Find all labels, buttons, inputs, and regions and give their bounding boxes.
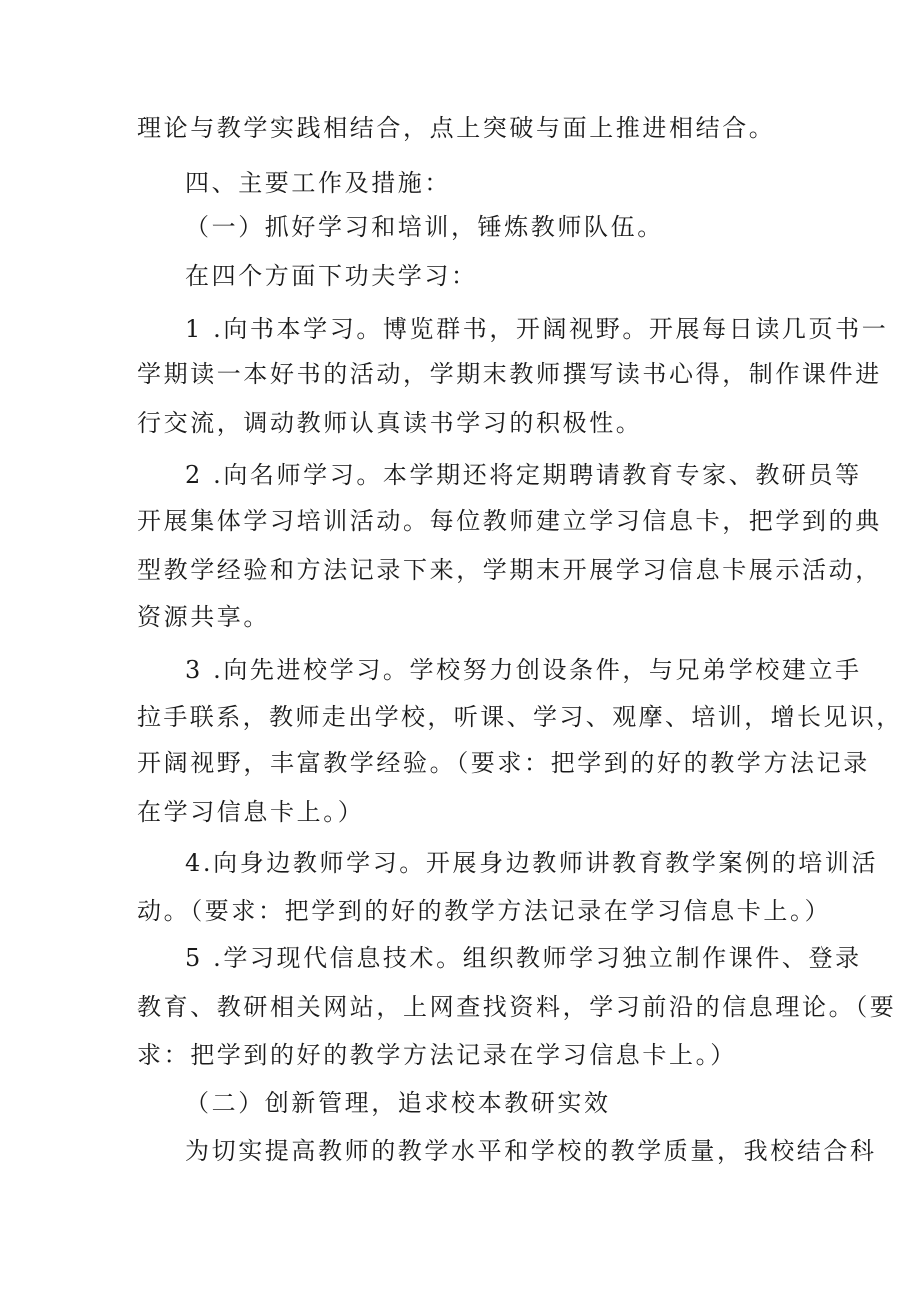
list-item-2-line: 2 .向名师学习。本学期还将定期聘请教育专家、教研员等 [185,461,862,489]
paragraph-line: 为切实提高教师的教学水平和学校的教学质量，我校结合科 [185,1137,877,1165]
list-item-5-line: 5 .学习现代信息技术。组织教师学习独立制作课件、登录 [185,944,862,972]
list-item-3-line: 3 .向先进校学习。学校努力创设条件，与兄弟学校建立手 [185,656,862,684]
list-item-1-line: 学期读一本好书的活动，学期末教师撰写读书心得，制作课件进 [137,360,882,388]
list-item-4-line: 4.向身边教师学习。开展身边教师讲教育教学案例的培训活 [185,849,879,877]
list-item-2-line: 开展集体学习培训活动。每位教师建立学习信息卡，把学到的典 [137,507,882,535]
list-item-5-line: 求：把学到的好的教学方法记录在学习信息卡上。） [137,1041,737,1069]
list-item-4-line: 动。（要求：把学到的好的教学方法记录在学习信息卡上。） [137,897,832,925]
list-item-1-line: 行交流，调动教师认真读书学习的积极性。 [137,409,643,437]
paragraph-line: 在四个方面下功夫学习： [185,262,478,290]
list-item-1-line: 1 .向书本学习。博览群书，开阔视野。开展每日读几页书一 [185,315,889,343]
subsection-heading: （二）创新管理，追求校本教研实效 [185,1089,611,1117]
subsection-heading: （一）抓好学习和培训，锤炼教师队伍。 [185,213,664,241]
list-item-3-line: 拉手联系，教师走出学校，听课、学习、观摩、培训，增长见识， [137,703,903,731]
list-item-2-line: 资源共享。 [137,603,270,631]
list-item-5-line: 教育、教研相关网站，上网查找资料，学习前沿的信息理论。（要 [137,993,897,1021]
section-heading: 四、主要工作及措施： [185,169,451,197]
list-item-3-line: 在学习信息卡上。） [137,798,365,826]
list-item-2-line: 型教学经验和方法记录下来，学期末开展学习信息卡展示活动， [137,556,882,584]
list-item-3-line: 开阔视野，丰富教学经验。（要求：把学到的好的教学方法记录 [137,749,870,777]
paragraph-line: 理论与教学实践相结合，点上突破与面上推进相结合。 [137,114,776,142]
